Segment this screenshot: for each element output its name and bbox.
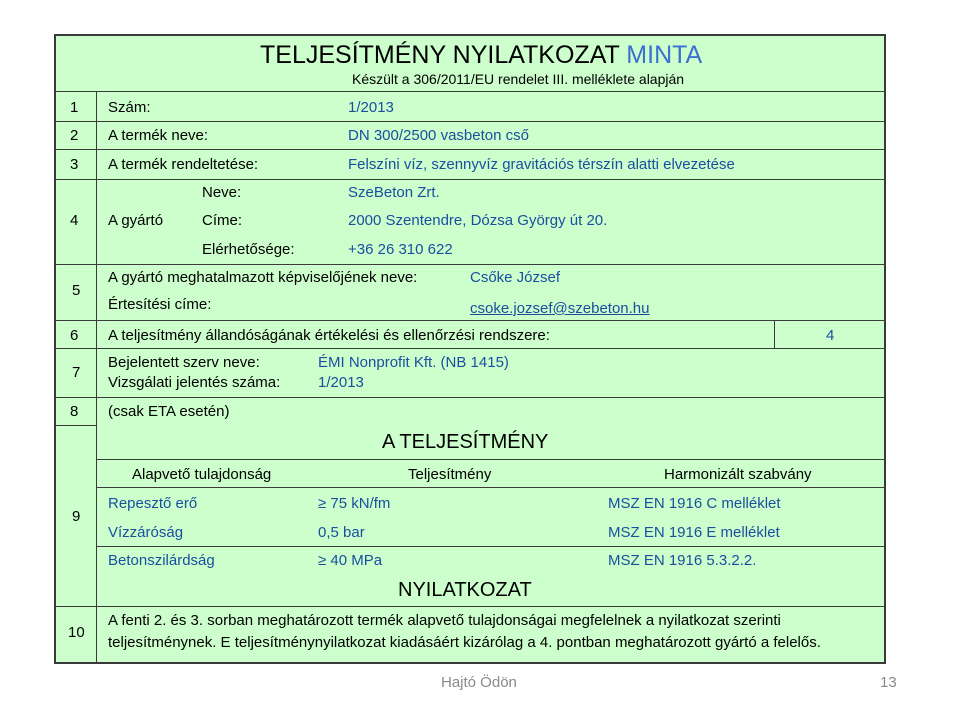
row-number: 4 <box>70 212 79 229</box>
email-link[interactable] <box>470 300 650 317</box>
row-label: Szám: <box>108 99 151 116</box>
notify-address-label: Értesítési címe: <box>108 296 212 313</box>
manufacturer-name-label: Neve: <box>202 184 242 201</box>
row-number: 9 <box>72 508 81 525</box>
divider <box>56 121 884 122</box>
row-number: 10 <box>68 624 85 641</box>
perf-value: ≥ 75 kN/fm <box>318 495 391 512</box>
perf-standard: MSZ EN 1916 E melléklet <box>608 524 780 541</box>
row-number: 5 <box>72 282 81 299</box>
divider <box>774 320 775 349</box>
divider <box>96 487 884 488</box>
perf-standard: MSZ EN 1916 C melléklet <box>608 495 781 512</box>
divider <box>96 546 884 547</box>
row-value: DN 300/2500 vasbeton cső <box>348 127 529 144</box>
footer-author: Hajtó Ödön <box>441 674 517 691</box>
divider <box>56 606 884 607</box>
manufacturer-address-label: Címe: <box>202 212 243 229</box>
performance-section-title: A TELJESÍTMÉNY <box>382 431 549 453</box>
declaration-document <box>54 34 886 664</box>
declaration-section-title: NYILATKOZAT <box>398 579 532 601</box>
col-header-performance: Teljesítmény <box>408 466 492 483</box>
manufacturer-contact-label: Elérhetősége: <box>202 241 295 258</box>
col-header-standard: Harmonizált szabvány <box>664 466 812 483</box>
title-accent: MINTA <box>626 41 703 69</box>
divider <box>56 348 884 349</box>
row-number: 1 <box>70 99 79 116</box>
document-subtitle: Készült a 306/2011/EU rendelet III. melléklete alapján <box>352 71 685 87</box>
declaration-line-1: A fenti 2. és 3. sorban meghatározott termék alapvető tulajdonságai megfelelnek a nyilatkozat szerinti <box>108 612 781 629</box>
notified-body-value: ÉMI Nonprofit Kft. (NB 1415) <box>318 354 509 371</box>
row-value: Felszíni víz, szennyvíz gravitációs térszín alatti elvezetése <box>348 156 735 173</box>
manufacturer-contact-value: +36 26 310 622 <box>348 241 453 258</box>
divider <box>56 397 884 398</box>
divider <box>56 179 884 180</box>
notified-body-label: Bejelentett szerv neve: <box>108 354 260 371</box>
row-value: 4 <box>826 327 835 344</box>
row-number: 3 <box>70 156 79 173</box>
row-number: 6 <box>70 327 79 344</box>
column-divider <box>96 91 97 662</box>
row-label: A termék neve: <box>108 127 209 144</box>
representative-label: A gyártó meghatalmazott képviselőjének neve: <box>108 269 418 286</box>
col-header-property: Alapvető tulajdonság <box>132 466 272 483</box>
declaration-line-2: teljesítménynek. E teljesítménynyilatkozat kiadásáért kizárólag a 4. pontban meghatározott gyártó a felelős. <box>108 634 821 651</box>
row-label: A gyártó <box>108 212 164 229</box>
perf-property: Vízzáróság <box>108 524 184 541</box>
divider <box>56 320 884 321</box>
row-number: 8 <box>70 403 79 420</box>
row-number: 2 <box>70 127 79 144</box>
manufacturer-name-value: SzeBeton Zrt. <box>348 184 440 201</box>
row-value: 1/2013 <box>348 99 394 116</box>
divider <box>56 264 884 265</box>
title-main: TELJESÍTMÉNY NYILATKOZAT <box>260 41 620 69</box>
row-number: 7 <box>72 364 81 381</box>
row-label: (csak ETA esetén) <box>108 403 230 420</box>
manufacturer-address-value: 2000 Szentendre, Dózsa György út 20. <box>348 212 608 229</box>
perf-standard: MSZ EN 1916 5.3.2.2. <box>608 552 757 569</box>
email-text[interactable]: csoke.jozsef@szebeton.hu <box>470 300 650 317</box>
row-label: A termék rendeltetése: <box>108 156 259 173</box>
divider <box>56 91 884 92</box>
perf-property: Betonszilárdság <box>108 552 215 569</box>
perf-property: Repesztő erő <box>108 495 198 512</box>
representative-value: Csőke József <box>470 269 561 286</box>
perf-value: 0,5 bar <box>318 524 365 541</box>
document-title <box>260 41 702 70</box>
perf-value: ≥ 40 MPa <box>318 552 383 569</box>
divider <box>96 459 884 460</box>
divider <box>56 425 96 426</box>
divider <box>56 149 884 150</box>
row-label: A teljesítmény állandóságának értékelési és ellenőrzési rendszere: <box>108 327 550 344</box>
test-report-label: Vizsgálati jelentés száma: <box>108 374 281 391</box>
test-report-value: 1/2013 <box>318 374 364 391</box>
page-number: 13 <box>880 674 897 691</box>
